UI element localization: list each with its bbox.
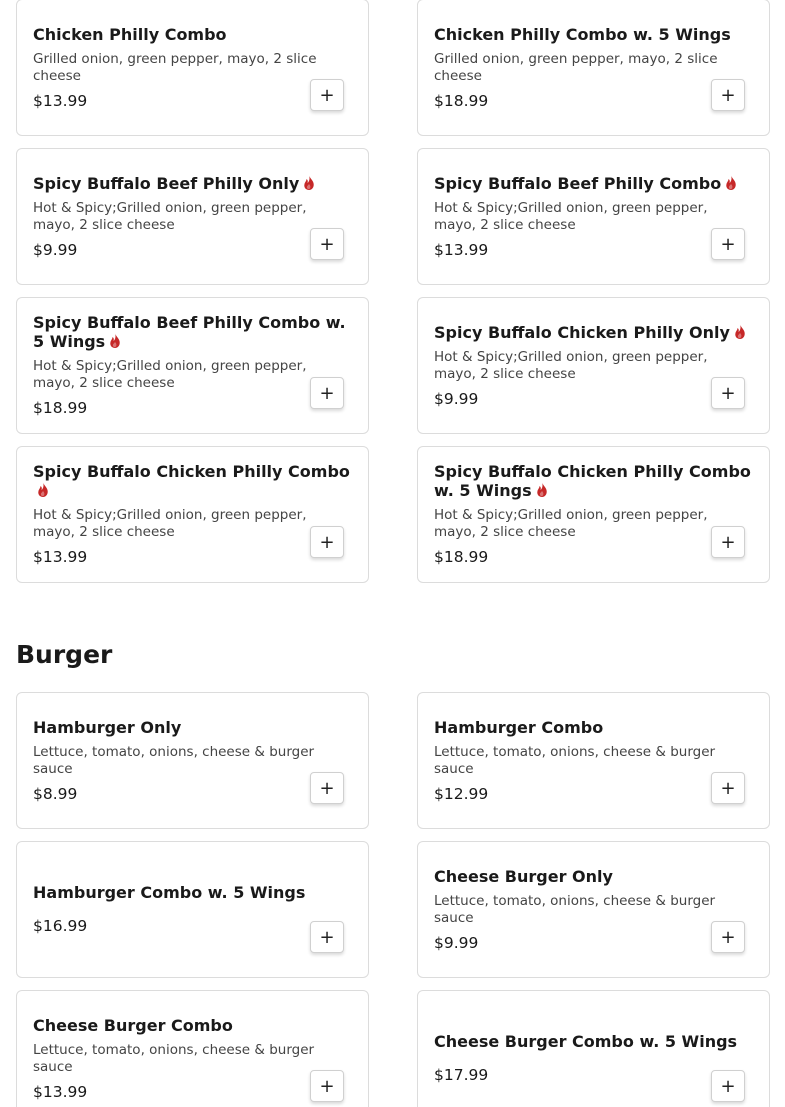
add-to-cart-button[interactable] bbox=[310, 921, 344, 953]
plus-icon: + bbox=[319, 382, 335, 404]
add-to-cart-button[interactable] bbox=[711, 772, 745, 804]
menu-item-price: $9.99 bbox=[434, 389, 479, 408]
menu-item-card[interactable] bbox=[16, 0, 369, 136]
menu-item-content bbox=[434, 447, 751, 582]
menu-item-card[interactable] bbox=[16, 446, 369, 583]
menu-item-card[interactable] bbox=[417, 297, 770, 434]
menu-item-name-text: Spicy Buffalo Chicken Philly Only bbox=[434, 322, 730, 342]
spicy-flame-icon bbox=[734, 324, 746, 339]
add-to-cart-button[interactable] bbox=[310, 772, 344, 804]
menu-item-card[interactable] bbox=[417, 0, 770, 136]
plus-icon: + bbox=[720, 84, 736, 106]
plus-icon: + bbox=[720, 777, 736, 799]
menu-item-content bbox=[33, 991, 315, 1107]
add-to-cart-button[interactable] bbox=[711, 1070, 745, 1102]
menu-item-content bbox=[434, 842, 716, 977]
plus-icon: + bbox=[319, 926, 335, 948]
menu-item-card[interactable] bbox=[16, 990, 369, 1107]
add-to-cart-button[interactable] bbox=[310, 228, 344, 260]
menu-item-name-text: Cheese Burger Combo bbox=[33, 1015, 233, 1035]
menu-item-content bbox=[434, 991, 738, 1107]
menu-item-description: Grilled onion, green pepper, mayo, 2 slice cheese bbox=[434, 50, 718, 84]
plus-icon: + bbox=[319, 1075, 335, 1097]
menu-item-description: Hot & Spicy;Grilled onion, green pepper, mayo, 2 slice cheese bbox=[33, 507, 307, 540]
spicy-flame-icon bbox=[725, 175, 737, 190]
menu-item-description: Hot & Spicy;Grilled onion, green pepper, mayo, 2 slice cheese bbox=[434, 348, 708, 382]
menu-item-name bbox=[33, 462, 350, 500]
menu-item-price: $13.99 bbox=[33, 548, 88, 566]
menu-item-content bbox=[33, 693, 315, 828]
menu-item-name bbox=[434, 25, 751, 44]
menu-item-content bbox=[33, 149, 307, 284]
menu-item-price: $18.99 bbox=[33, 399, 88, 417]
menu-item-description: Hot & Spicy;Grilled onion, green pepper, mayo, 2 slice cheese bbox=[33, 199, 307, 233]
menu-item-name bbox=[33, 1016, 350, 1035]
menu-item-card[interactable] bbox=[417, 148, 770, 285]
menu-item-name bbox=[434, 323, 751, 342]
menu-item-price: $9.99 bbox=[434, 933, 479, 952]
add-to-cart-button[interactable] bbox=[711, 377, 745, 409]
menu-item-card[interactable] bbox=[16, 297, 369, 434]
menu-item-name bbox=[33, 25, 350, 44]
menu-item-content bbox=[33, 0, 317, 135]
menu-item-name bbox=[434, 174, 751, 193]
menu-item-price: $13.99 bbox=[33, 1082, 88, 1101]
menu-item-name-text: Cheese Burger Only bbox=[434, 866, 613, 886]
plus-icon: + bbox=[720, 926, 736, 948]
menu-item-price: $9.99 bbox=[33, 240, 78, 259]
menu-item-card[interactable] bbox=[16, 692, 369, 829]
menu-item-card[interactable] bbox=[417, 990, 770, 1107]
menu-item-name-text: Cheese Burger Combo w. 5 Wings bbox=[434, 1032, 738, 1051]
menu-item-name bbox=[33, 718, 350, 737]
spicy-flame-icon bbox=[536, 482, 548, 497]
menu-item-price: $13.99 bbox=[434, 240, 489, 259]
menu-item-description: Lettuce, tomato, onions, cheese & burger sauce bbox=[434, 892, 716, 926]
menu-item-name-text: Hamburger Combo bbox=[434, 717, 604, 737]
add-to-cart-button[interactable] bbox=[711, 526, 745, 558]
menu-item-name-text: Hamburger Only bbox=[33, 717, 182, 737]
spicy-flame-icon bbox=[109, 333, 121, 348]
add-to-cart-button[interactable] bbox=[711, 228, 745, 260]
menu-item-name bbox=[434, 867, 751, 886]
menu-item-name bbox=[434, 1032, 751, 1051]
menu-item-name-text: Spicy Buffalo Beef Philly Combo w. 5 Wings bbox=[33, 313, 346, 351]
plus-icon: + bbox=[319, 777, 335, 799]
menu-item-content bbox=[33, 298, 346, 433]
menu-item-price: $18.99 bbox=[434, 91, 489, 110]
menu-item-content bbox=[434, 0, 731, 135]
menu-item-card[interactable] bbox=[417, 841, 770, 978]
section-title-burger: Burger bbox=[16, 640, 113, 669]
menu-item-price: $17.99 bbox=[434, 1066, 489, 1084]
menu-item-description: Grilled onion, green pepper, mayo, 2 slice cheese bbox=[33, 50, 317, 84]
plus-icon: + bbox=[720, 531, 736, 553]
menu-item-name-text: Spicy Buffalo Chicken Philly Combo w. 5 Wings bbox=[434, 462, 751, 500]
plus-icon: + bbox=[720, 1075, 736, 1097]
menu-item-description: Lettuce, tomato, onions, cheese & burger sauce bbox=[434, 743, 716, 777]
menu-item-name bbox=[434, 718, 751, 737]
menu-item-content bbox=[434, 693, 716, 828]
menu-item-card[interactable] bbox=[16, 148, 369, 285]
add-to-cart-button[interactable] bbox=[310, 526, 344, 558]
menu-item-price: $13.99 bbox=[33, 91, 88, 110]
menu-item-price: $16.99 bbox=[33, 917, 88, 935]
menu-item-content bbox=[434, 298, 730, 433]
spicy-flame-icon bbox=[37, 482, 49, 497]
plus-icon: + bbox=[319, 233, 335, 255]
add-to-cart-button[interactable] bbox=[711, 79, 745, 111]
plus-icon: + bbox=[720, 382, 736, 404]
menu-item-content bbox=[434, 149, 722, 284]
plus-icon: + bbox=[319, 531, 335, 553]
menu-item-card[interactable] bbox=[417, 692, 770, 829]
menu-item-card[interactable] bbox=[16, 841, 369, 978]
add-to-cart-button[interactable] bbox=[711, 921, 745, 953]
menu-item-name-text: Hamburger Combo w. 5 Wings bbox=[33, 883, 306, 902]
add-to-cart-button[interactable] bbox=[310, 79, 344, 111]
menu-item-description: Hot & Spicy;Grilled onion, green pepper, mayo, 2 slice cheese bbox=[33, 358, 307, 391]
spicy-flame-icon bbox=[303, 175, 315, 190]
menu-item-description: Hot & Spicy;Grilled onion, green pepper, mayo, 2 slice cheese bbox=[434, 507, 708, 540]
menu-item-price: $18.99 bbox=[434, 548, 489, 566]
menu-item-name-text: Chicken Philly Combo w. 5 Wings bbox=[434, 24, 731, 44]
add-to-cart-button[interactable] bbox=[310, 1070, 344, 1102]
add-to-cart-button[interactable] bbox=[310, 377, 344, 409]
menu-item-content bbox=[33, 447, 350, 582]
menu-item-name bbox=[434, 462, 751, 500]
menu-item-name-text: Spicy Buffalo Chicken Philly Combo bbox=[33, 462, 350, 481]
menu-item-description: Hot & Spicy;Grilled onion, green pepper, mayo, 2 slice cheese bbox=[434, 199, 708, 233]
menu-item-name bbox=[33, 883, 350, 902]
menu-item-description: Lettuce, tomato, onions, cheese & burger sauce bbox=[33, 1041, 315, 1075]
menu-item-name-text: Chicken Philly Combo bbox=[33, 24, 227, 44]
menu-item-description: Lettuce, tomato, onions, cheese & burger sauce bbox=[33, 743, 315, 777]
menu-item-content bbox=[33, 842, 306, 977]
menu-item-name-text: Spicy Buffalo Beef Philly Combo bbox=[434, 173, 722, 193]
menu-item-price: $8.99 bbox=[33, 784, 78, 803]
menu-item-price: $12.99 bbox=[434, 784, 489, 803]
menu-item-name bbox=[33, 313, 350, 351]
menu-item-card[interactable] bbox=[417, 446, 770, 583]
menu-item-name-text: Spicy Buffalo Beef Philly Only bbox=[33, 173, 300, 193]
plus-icon: + bbox=[720, 233, 736, 255]
plus-icon: + bbox=[319, 84, 335, 106]
menu-item-name bbox=[33, 174, 350, 193]
